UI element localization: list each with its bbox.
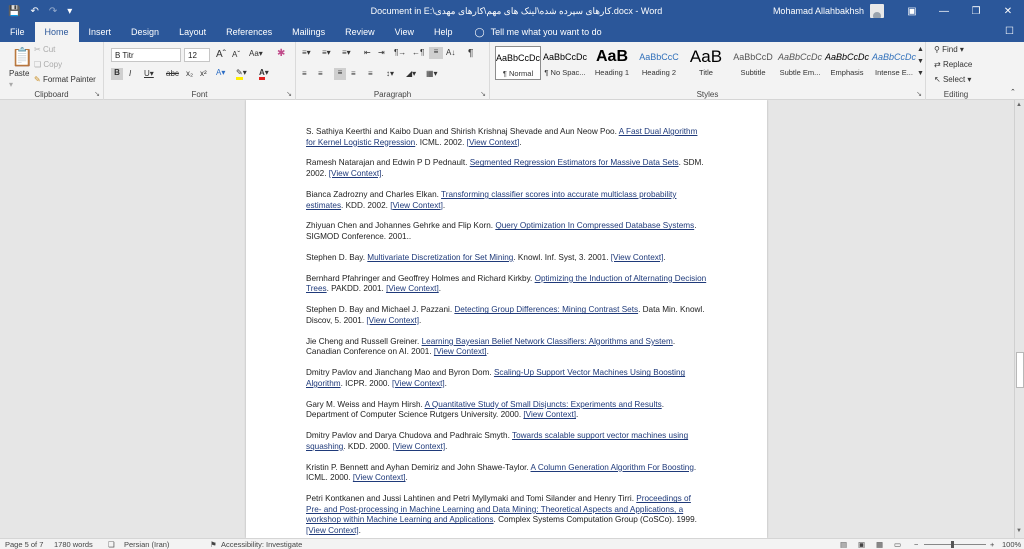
paragraph-launcher-icon[interactable]: ↘ bbox=[480, 91, 486, 98]
view-context-link[interactable]: [View Context] bbox=[610, 252, 664, 262]
grow-font-icon[interactable]: Aˆ bbox=[216, 49, 226, 60]
paste-icon[interactable]: 📋 bbox=[11, 47, 34, 67]
proofing-icon[interactable]: ❏ bbox=[108, 540, 115, 549]
reference-entry[interactable] bbox=[306, 127, 708, 148]
style-name: Subtitle bbox=[740, 68, 766, 77]
styles-label: Styles bbox=[696, 90, 719, 99]
document-page[interactable] bbox=[246, 100, 767, 538]
highlight-icon[interactable]: ✎▾ bbox=[236, 68, 247, 77]
reference-end: . bbox=[438, 284, 442, 294]
style-name: Heading 1 bbox=[594, 68, 630, 77]
reference-entry[interactable] bbox=[306, 463, 708, 484]
view-context-link[interactable]: [View Context] bbox=[306, 526, 359, 535]
font-launcher-icon[interactable]: ↘ bbox=[286, 91, 292, 98]
align-right-icon[interactable]: ≡ bbox=[334, 68, 346, 80]
reference-title-link[interactable]: A Quantitative Study of Small Disjuncts: Experiments and Results bbox=[424, 399, 662, 409]
clipboard-label: Clipboard bbox=[34, 90, 69, 99]
numbering-icon[interactable]: ≡▾ bbox=[322, 48, 331, 57]
reference-title-link[interactable]: Transforming classifier scores into accurate multiclass probability estimates bbox=[306, 189, 677, 210]
reference-entry[interactable] bbox=[306, 368, 708, 389]
word-count[interactable]: 1780 words bbox=[54, 540, 93, 549]
reference-title-link[interactable]: Detecting Group Differences: Mining Contrast Sets bbox=[454, 305, 639, 315]
style-preview: AaBbCcD bbox=[733, 52, 773, 62]
style-preview: AaB bbox=[689, 47, 723, 66]
style-preview: AaBbCcDc bbox=[824, 52, 869, 62]
align-center-icon[interactable]: ≡ bbox=[318, 69, 323, 78]
replace-button[interactable] bbox=[934, 60, 972, 69]
find-icon: ⚲ bbox=[934, 45, 940, 54]
distributed-icon[interactable]: ≡ bbox=[368, 69, 373, 78]
format-painter-button[interactable] bbox=[34, 75, 96, 84]
shrink-font-icon[interactable]: Aˇ bbox=[232, 50, 240, 59]
style-name: Subtle Em... bbox=[779, 68, 821, 77]
reference-authors: Dmitry Pavlov and Darya Chudova and Padhraic Smyth. bbox=[306, 431, 512, 441]
paragraph-group bbox=[296, 42, 490, 100]
decrease-indent-icon[interactable]: ⇤ bbox=[364, 48, 371, 57]
subscript-icon[interactable]: x₂ bbox=[186, 69, 194, 78]
reference-authors: Zhiyuan Chen and Johannes Gehrke and Flip Korn. bbox=[306, 221, 496, 231]
reference-entry[interactable] bbox=[306, 221, 708, 242]
quick-access-toolbar bbox=[0, 6, 130, 17]
ltr-selected-icon[interactable]: ≡ bbox=[429, 47, 443, 59]
tab-help[interactable]: Help bbox=[434, 27, 453, 37]
copy-button[interactable] bbox=[34, 60, 62, 69]
bold-icon[interactable]: B bbox=[111, 68, 123, 80]
reference-authors: S. Sathiya Keerthi and Kaibo Duan and Shirish Krishnaj Shevade and Aun Neow Poo. bbox=[306, 127, 619, 136]
user-name[interactable]: Mohamad Allahbakhsh bbox=[772, 6, 864, 16]
reference-end: . bbox=[445, 441, 448, 451]
multilevel-list-icon[interactable]: ≡▾ bbox=[342, 48, 351, 57]
reference-venue: . Knowl. Inf. Syst, 3. 2001. bbox=[513, 252, 611, 262]
replace-icon: ⇄ bbox=[934, 60, 941, 69]
view-context-link[interactable]: [View Context] bbox=[392, 378, 445, 388]
tab-review[interactable]: Review bbox=[345, 27, 375, 37]
view-context-link[interactable]: [View Context] bbox=[390, 200, 443, 210]
tab-design[interactable]: Design bbox=[131, 27, 160, 37]
reference-title-link[interactable]: Proceedings of Pre- and Post-processing in Machine Learning and Data Mining: Theoretical Aspects and Applications, a workshop within Machine Learning and Applications bbox=[306, 494, 691, 525]
scrollbar-thumb[interactable] bbox=[1016, 352, 1024, 388]
format-painter-label: Format Painter bbox=[42, 75, 96, 84]
clipboard-launcher-icon[interactable]: ↘ bbox=[94, 91, 100, 98]
font-color-icon[interactable]: A▾ bbox=[259, 68, 269, 77]
style-normal[interactable] bbox=[495, 46, 541, 80]
tab-references[interactable]: References bbox=[226, 27, 273, 37]
view-context-link[interactable]: [View Context] bbox=[523, 410, 577, 420]
tab-mailings[interactable]: Mailings bbox=[292, 27, 326, 37]
style-preview: AaBbCcDc bbox=[871, 52, 916, 62]
select-label: Select bbox=[942, 75, 966, 84]
styles-more-icon[interactable]: ▼ bbox=[917, 70, 924, 77]
style-preview: AaB bbox=[595, 48, 628, 65]
style-no-spacing[interactable] bbox=[542, 46, 588, 80]
editing-group bbox=[926, 42, 986, 100]
styles-scroll-up-icon[interactable]: ▲ bbox=[917, 46, 924, 53]
focus-mode-icon[interactable]: ▤ bbox=[840, 540, 848, 549]
text-effects-icon[interactable]: A▾ bbox=[216, 68, 226, 77]
sort-icon[interactable]: A↓ bbox=[446, 48, 456, 57]
change-case-icon[interactable]: Aa▾ bbox=[249, 49, 263, 58]
zoom-in-icon[interactable]: + bbox=[990, 540, 995, 549]
view-context-link[interactable]: [View Context] bbox=[466, 137, 520, 147]
style-preview: AaBbCcDc bbox=[496, 53, 540, 63]
style-name: Intense E... bbox=[875, 68, 913, 77]
reference-entry[interactable] bbox=[306, 158, 708, 179]
style-preview: AaBbCcDc bbox=[777, 52, 822, 62]
paste-dropdown-icon[interactable]: ▾ bbox=[9, 80, 14, 89]
reference-end: . bbox=[405, 473, 408, 483]
reference-entry[interactable] bbox=[306, 400, 708, 421]
reference-title-link[interactable]: Segmented Regression Estimators for Massive Data Sets bbox=[469, 158, 679, 168]
reference-authors: Stephen D. Bay and Michael J. Pazzani. bbox=[306, 305, 455, 315]
reference-end: . bbox=[576, 410, 579, 420]
reference-title-link[interactable]: A Fast Dual Algorithm for Kernel Logistic Regression bbox=[306, 127, 698, 147]
style-heading-1[interactable] bbox=[589, 46, 635, 80]
style-preview: AaBbCcDc bbox=[542, 52, 587, 62]
reference-end: . bbox=[663, 252, 666, 262]
clear-formatting-icon[interactable]: ✱ bbox=[277, 48, 286, 59]
styles-scroll-down-icon[interactable]: ▼ bbox=[917, 58, 924, 65]
ribbon-tabs bbox=[0, 22, 1024, 42]
lightbulb-icon: ◯ bbox=[474, 27, 485, 37]
italic-icon[interactable]: I bbox=[129, 69, 132, 78]
line-spacing-icon[interactable]: ↕▾ bbox=[386, 69, 395, 78]
borders-icon[interactable]: ▦▾ bbox=[426, 69, 438, 78]
web-layout-icon[interactable]: ▭ bbox=[894, 540, 902, 549]
reference-authors: Gary M. Weiss and Haym Hirsh. bbox=[306, 399, 425, 409]
reference-venue: . KDD. 2002. bbox=[341, 200, 391, 210]
page-indicator[interactable]: Page 5 of 7 bbox=[5, 540, 44, 549]
copy-icon: ❏ bbox=[34, 60, 42, 69]
reference-entry[interactable] bbox=[306, 431, 708, 452]
editing-label: Editing bbox=[943, 90, 969, 99]
view-context-link[interactable]: [View Context] bbox=[433, 347, 487, 357]
reference-entry[interactable] bbox=[306, 190, 708, 211]
document-title: Document in E:\کارهای سپرده شده\لینک های مهم\کارهای مهدی.docx - Word bbox=[370, 5, 663, 16]
accessibility-icon: ⚑ bbox=[210, 540, 217, 549]
rtl-direction-icon[interactable]: ←¶ bbox=[412, 48, 425, 57]
reference-authors: Ramesh Natarajan and Edwin P D Pednault. bbox=[306, 158, 470, 168]
accessibility-status[interactable]: Accessibility: Investigate bbox=[221, 540, 303, 549]
redo-icon[interactable]: ↷ bbox=[48, 5, 58, 17]
style-emphasis[interactable] bbox=[824, 46, 870, 80]
show-formatting-icon[interactable]: ¶ bbox=[468, 48, 474, 59]
style-subtitle[interactable] bbox=[730, 46, 776, 80]
scroll-down-icon[interactable]: ▼ bbox=[1016, 528, 1022, 534]
font-label: Font bbox=[191, 90, 208, 99]
reference-venue: . Complex Systems Computation Group (CoSCo). 1999. bbox=[493, 515, 697, 525]
reference-end: . bbox=[419, 315, 422, 325]
window-controls bbox=[896, 6, 1024, 17]
reference-venue: . SDM. 2002. bbox=[306, 158, 704, 179]
style-preview: AaBbCcC bbox=[639, 52, 679, 62]
reference-title-link[interactable]: Query Optimization In Compressed Database Systems bbox=[495, 221, 695, 231]
copy-label: Copy bbox=[43, 60, 63, 69]
reference-title-link[interactable]: Multivariate Discretization for Set Mining bbox=[367, 252, 514, 262]
status-bar bbox=[0, 538, 1024, 549]
reference-venue: . ICPR. 2000. bbox=[340, 378, 393, 388]
style-name: Heading 2 bbox=[641, 68, 677, 77]
reference-entry[interactable] bbox=[306, 305, 708, 326]
strikethrough-icon[interactable]: abc bbox=[166, 69, 179, 78]
reference-authors: Jie Cheng and Russell Greiner. bbox=[306, 336, 422, 346]
style-name: ¶ Normal bbox=[502, 69, 534, 78]
reference-authors: Bianca Zadrozny and Charles Elkan. bbox=[306, 189, 442, 199]
reference-title-link[interactable]: Scaling-Up Support Vector Machines Using Boosting Algorithm bbox=[306, 368, 686, 388]
reference-entry[interactable] bbox=[306, 337, 708, 358]
view-context-link[interactable]: [View Context] bbox=[392, 441, 446, 451]
zoom-level[interactable]: 100% bbox=[1002, 540, 1022, 549]
scissors-icon: ✂ bbox=[34, 45, 41, 54]
avatar[interactable] bbox=[870, 4, 884, 18]
paste-button[interactable]: Paste bbox=[9, 69, 30, 78]
bullets-icon[interactable]: ≡▾ bbox=[302, 48, 311, 57]
view-context-link[interactable]: [View Context] bbox=[386, 284, 439, 294]
reference-venue: . SIGMOD Conference. 2001.. bbox=[306, 221, 697, 242]
style-subtle-emphasis[interactable] bbox=[777, 46, 823, 80]
zoom-slider-thumb[interactable] bbox=[951, 541, 954, 548]
select-button[interactable]: ↖ Select ▾ bbox=[934, 75, 972, 84]
ltr-direction-icon[interactable]: ¶→ bbox=[394, 48, 407, 57]
reference-authors: Petri Kontkanen and Jussi Lahtinen and Petri Myllymaki and Tomi Silander and Henry Tirri. bbox=[306, 494, 637, 504]
cut-label: Cut bbox=[42, 45, 56, 54]
share-icon[interactable]: ☐ bbox=[1005, 26, 1014, 37]
document-workspace[interactable] bbox=[0, 100, 1014, 538]
style-title[interactable] bbox=[683, 46, 729, 80]
minimize-icon[interactable]: — bbox=[939, 5, 949, 17]
tell-me-text: Tell me what you want to do bbox=[490, 27, 602, 37]
tab-file[interactable]: File bbox=[10, 27, 25, 37]
view-context-link[interactable]: [View Context] bbox=[328, 169, 382, 179]
close-icon[interactable]: ✕ bbox=[1003, 5, 1013, 17]
reference-entry[interactable] bbox=[306, 253, 708, 264]
font-size-box[interactable]: 12 bbox=[184, 48, 210, 62]
reference-end: . bbox=[381, 169, 384, 179]
ribbon bbox=[0, 42, 1024, 100]
styles-group bbox=[490, 42, 926, 100]
paragraph-label: Paragraph bbox=[373, 90, 412, 99]
reference-title-link[interactable]: A Column Generation Algorithm For Boosting bbox=[530, 462, 694, 472]
reference-venue: . ICML. 2000. bbox=[306, 462, 697, 483]
tab-view[interactable]: View bbox=[394, 27, 415, 37]
brush-icon: ✎ bbox=[34, 75, 41, 84]
replace-label: Replace bbox=[942, 60, 973, 69]
vertical-scrollbar[interactable] bbox=[1014, 100, 1024, 538]
reference-end: . bbox=[358, 526, 361, 535]
reference-end: . bbox=[519, 137, 522, 147]
style-name: Emphasis bbox=[830, 68, 864, 77]
scroll-up-icon[interactable]: ▲ bbox=[1016, 102, 1022, 108]
find-button[interactable]: ⚲ Find ▾ bbox=[934, 45, 964, 54]
reference-title-link[interactable]: Learning Bayesian Belief Network Classifiers: Algorithms and System bbox=[421, 336, 673, 346]
tell-me-box[interactable] bbox=[463, 22, 602, 42]
tab-insert[interactable]: Insert bbox=[88, 27, 112, 37]
reference-authors: Kristin P. Bennett and Ayhan Demiriz and John Shawe-Taylor. bbox=[306, 462, 531, 472]
reference-end: . bbox=[486, 347, 489, 357]
font-name-box[interactable]: B Titr bbox=[111, 48, 181, 62]
view-context-link[interactable]: [View Context] bbox=[366, 315, 420, 325]
zoom-out-icon[interactable]: − bbox=[914, 540, 919, 549]
reference-venue: . ICML. 2002. bbox=[415, 137, 467, 147]
view-context-link[interactable]: [View Context] bbox=[352, 473, 406, 483]
style-name: ¶ No Spac... bbox=[544, 68, 586, 77]
title-bar bbox=[0, 0, 1024, 22]
select-icon: ↖ bbox=[934, 75, 941, 84]
tab-layout[interactable]: Layout bbox=[179, 27, 207, 37]
reference-authors: Stephen D. Bay. bbox=[306, 252, 368, 262]
underline-icon[interactable]: U▾ bbox=[144, 69, 154, 78]
ribbon-display-options-icon[interactable]: ▣ bbox=[907, 5, 917, 17]
reference-authors: Dmitry Pavlov and Jianchang Mao and Byron Dom. bbox=[306, 368, 494, 378]
reference-venue: . PAKDD. 2001. bbox=[326, 284, 387, 294]
customize-qat-icon[interactable]: ▾ bbox=[67, 5, 73, 17]
print-layout-icon[interactable]: ▦ bbox=[876, 540, 884, 549]
reference-venue: . KDD. 2000. bbox=[343, 441, 393, 451]
reference-authors: Bernhard Pfahringer and Geoffrey Holmes and Richard Kirkby. bbox=[306, 273, 535, 283]
font-group bbox=[104, 42, 296, 100]
align-left-icon[interactable]: ≡ bbox=[302, 69, 307, 78]
reference-end: . bbox=[442, 200, 446, 210]
reference-end: . bbox=[444, 378, 447, 388]
reference-venue: . Data Min. Knowl. Discov, 5. 2001. bbox=[306, 305, 705, 325]
increase-indent-icon[interactable]: ⇥ bbox=[378, 48, 385, 57]
reference-venue: . Department of Computer Science Rutgers University. 2000. bbox=[306, 399, 664, 420]
find-label: Find bbox=[942, 45, 958, 54]
justify-icon[interactable]: ≡ bbox=[351, 69, 356, 78]
clipboard-group bbox=[0, 42, 104, 100]
undo-icon[interactable]: ↶ bbox=[30, 5, 39, 17]
style-heading-2[interactable] bbox=[636, 46, 682, 80]
save-icon[interactable]: 💾 bbox=[8, 5, 21, 17]
zoom-slider[interactable] bbox=[924, 544, 986, 545]
reference-title-link[interactable]: Towards scalable support vector machines using squashing bbox=[306, 431, 689, 451]
reference-list bbox=[306, 127, 708, 538]
style-intense-emphasis[interactable] bbox=[871, 46, 917, 80]
reference-entry[interactable] bbox=[306, 274, 708, 295]
collapse-ribbon-icon[interactable]: ⌃ bbox=[1010, 89, 1016, 96]
reference-title-link[interactable]: Optimizing the Induction of Alternating Decision Trees bbox=[306, 273, 707, 294]
style-name: Title bbox=[699, 68, 713, 77]
reference-venue: . Canadian Conference on AI. 2001. bbox=[306, 336, 676, 357]
language-indicator[interactable]: Persian (Iran) bbox=[124, 540, 170, 549]
restore-icon[interactable]: ❐ bbox=[971, 5, 981, 17]
tab-home[interactable]: Home bbox=[35, 22, 79, 42]
shading-icon[interactable]: ◢▾ bbox=[406, 69, 417, 78]
cut-button[interactable] bbox=[34, 45, 55, 54]
reference-entry[interactable] bbox=[306, 494, 708, 536]
read-mode-icon[interactable]: ▣ bbox=[858, 540, 866, 549]
styles-launcher-icon[interactable]: ↘ bbox=[916, 91, 922, 98]
superscript-icon[interactable]: x² bbox=[200, 69, 207, 78]
